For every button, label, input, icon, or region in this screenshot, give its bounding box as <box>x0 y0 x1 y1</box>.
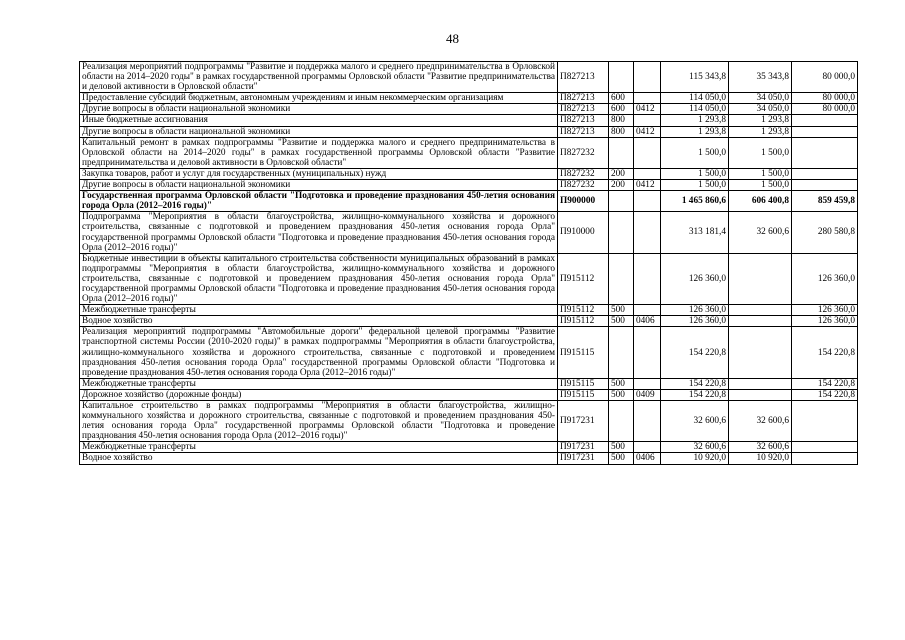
row-expense-type: 200 <box>609 180 634 191</box>
row-section <box>634 62 661 93</box>
row-expense-type: 500 <box>609 453 634 464</box>
row-amount-2: 859 459,8 <box>792 191 858 212</box>
row-amount-2: 126 360,0 <box>792 253 858 304</box>
row-amount-2: 154 220,8 <box>792 378 858 389</box>
row-amount-1 <box>729 305 792 316</box>
row-amount-1 <box>729 378 792 389</box>
table-row <box>80 378 858 389</box>
row-section: 0412 <box>634 104 661 115</box>
row-amount-2 <box>792 115 858 126</box>
row-amount-2 <box>792 137 858 168</box>
table-row <box>80 316 858 327</box>
row-amount-2 <box>792 180 858 191</box>
row-code: П915112 <box>558 253 609 304</box>
row-expense-type <box>609 62 634 93</box>
row-expense-type <box>609 253 634 304</box>
row-section: 0406 <box>634 453 661 464</box>
row-section <box>634 212 661 253</box>
row-amount-2: 80 000,0 <box>792 93 858 104</box>
row-amount-2 <box>792 442 858 453</box>
row-amount-1: 1 500,0 <box>729 168 792 179</box>
row-amount-1: 34 050,0 <box>729 104 792 115</box>
table-row <box>80 442 858 453</box>
row-section: 0412 <box>634 180 661 191</box>
row-total: 32 600,6 <box>661 442 729 453</box>
page-number: 48 <box>446 31 459 46</box>
row-section <box>634 115 661 126</box>
row-name: Межбюджетные трансферты <box>80 378 558 389</box>
row-section <box>634 191 661 212</box>
row-name: Межбюджетные трансферты <box>80 442 558 453</box>
row-amount-1 <box>729 389 792 400</box>
row-code: П917231 <box>558 401 609 442</box>
row-total: 154 220,8 <box>661 327 729 378</box>
row-section <box>634 137 661 168</box>
row-amount-2 <box>792 453 858 464</box>
table-row <box>80 327 858 378</box>
row-section <box>634 93 661 104</box>
table-row <box>80 453 858 464</box>
row-expense-type <box>609 401 634 442</box>
row-amount-2: 154 220,8 <box>792 327 858 378</box>
row-name: Закупка товаров, работ и услуг для государственных (муниципальных) нужд <box>80 168 558 179</box>
row-amount-1: 32 600,6 <box>729 212 792 253</box>
row-name: Другие вопросы в области национальной экономики <box>80 180 558 191</box>
table-row <box>80 115 858 126</box>
row-amount-1: 32 600,6 <box>729 442 792 453</box>
row-amount-1 <box>729 253 792 304</box>
table-row <box>80 180 858 191</box>
table-row <box>80 212 858 253</box>
row-total: 126 360,0 <box>661 316 729 327</box>
row-code: П827213 <box>558 115 609 126</box>
row-name: Другие вопросы в области национальной экономики <box>80 126 558 137</box>
row-expense-type: 200 <box>609 168 634 179</box>
row-total: 313 181,4 <box>661 212 729 253</box>
row-expense-type: 800 <box>609 115 634 126</box>
row-amount-2: 154 220,8 <box>792 389 858 400</box>
row-amount-1: 606 400,8 <box>729 191 792 212</box>
row-section <box>634 327 661 378</box>
row-code: П915115 <box>558 327 609 378</box>
row-section <box>634 305 661 316</box>
table-row <box>80 104 858 115</box>
row-expense-type <box>609 327 634 378</box>
row-total: 1 500,0 <box>661 180 729 191</box>
row-name: Бюджетные инвестиции в объекты капитального строительства собственности муниципальных образований в рамках подпрограммы "Мероприятия в области благоустройства, жилищно-коммунального хозяйства и дорожного строительства, связанные с подготовкой и проведением празднования 450-летия основания города Орла" государственной программы Орловской области "Подготовка и проведение празднования 450-летия основания города Орла (2012–2016 годы)" <box>80 253 558 304</box>
row-amount-1: 34 050,0 <box>729 93 792 104</box>
table-row <box>80 253 858 304</box>
row-name: Другие вопросы в области национальной экономики <box>80 104 558 115</box>
row-expense-type: 800 <box>609 126 634 137</box>
row-name: Подпрограмма "Мероприятия в области благоустройства, жилищно-коммунального хозяйства и дорожного строительства, связанные с подготовкой и проведением празднования 450-летия основания города Орла" государственной программы Орловской области "Подготовка и проведение празднования 450-летия основания города Орла (2012–2016 годы)" <box>80 212 558 253</box>
row-total: 1 465 860,6 <box>661 191 729 212</box>
table-row <box>80 62 858 93</box>
row-total: 10 920,0 <box>661 453 729 464</box>
row-name: Капитальное строительство в рамках подпрограммы "Мероприятия в области благоустройства, жилищно-коммунального хозяйства и дорожного строительства, связанные с подготовкой и проведением празднования 450-летия основания города Орла" государственной программы Орловской области "Подготовка и проведение празднования 450-летия основания города Орла (2012–2016 годы)" <box>80 401 558 442</box>
row-name: Межбюджетные трансферты <box>80 305 558 316</box>
row-total: 114 050,0 <box>661 104 729 115</box>
row-code: П900000 <box>558 191 609 212</box>
row-total: 1 293,8 <box>661 126 729 137</box>
row-amount-1: 10 920,0 <box>729 453 792 464</box>
row-expense-type: 500 <box>609 378 634 389</box>
row-code: П910000 <box>558 212 609 253</box>
row-amount-1: 35 343,8 <box>729 62 792 93</box>
row-section <box>634 401 661 442</box>
row-expense-type: 500 <box>609 389 634 400</box>
row-section <box>634 378 661 389</box>
row-total: 114 050,0 <box>661 93 729 104</box>
row-total: 126 360,0 <box>661 305 729 316</box>
row-name: Иные бюджетные ассигнования <box>80 115 558 126</box>
row-expense-type: 500 <box>609 305 634 316</box>
row-expense-type: 600 <box>609 104 634 115</box>
budget-table <box>79 61 858 465</box>
row-section: 0409 <box>634 389 661 400</box>
row-code: П917231 <box>558 453 609 464</box>
row-expense-type <box>609 191 634 212</box>
row-amount-1: 32 600,6 <box>729 401 792 442</box>
table-row <box>80 401 858 442</box>
row-name: Дорожное хозяйство (дорожные фонды) <box>80 389 558 400</box>
row-name: Предоставление субсидий бюджетным, автономным учреждениям и иным некоммерческим организациям <box>80 93 558 104</box>
row-code: П915115 <box>558 378 609 389</box>
row-amount-2 <box>792 126 858 137</box>
row-amount-1 <box>729 327 792 378</box>
row-name: Капитальный ремонт в рамках подпрограммы "Развитие и поддержка малого и среднего предпринимательства в Орловской области на 2014–2020 годы" в рамках государственной программы Орловской области "Развитие предпринимательства и деловой активности в Орловской области" <box>80 137 558 168</box>
row-code: П827232 <box>558 180 609 191</box>
row-code: П827213 <box>558 104 609 115</box>
row-amount-2 <box>792 401 858 442</box>
row-amount-2: 80 000,0 <box>792 62 858 93</box>
table-row <box>80 137 858 168</box>
row-total: 1 500,0 <box>661 168 729 179</box>
table-row <box>80 168 858 179</box>
row-code: П827232 <box>558 168 609 179</box>
row-code: П827213 <box>558 62 609 93</box>
row-expense-type: 500 <box>609 442 634 453</box>
row-total: 154 220,8 <box>661 389 729 400</box>
row-amount-1: 1 500,0 <box>729 137 792 168</box>
row-code: П915112 <box>558 305 609 316</box>
row-expense-type: 500 <box>609 316 634 327</box>
row-total: 126 360,0 <box>661 253 729 304</box>
row-amount-2: 126 360,0 <box>792 316 858 327</box>
row-name: Реализация мероприятий подпрограммы "Развитие и поддержка малого и среднего предпринимательства в Орловской области на 2014–2020 годы" в рамках государственной программы Орловской области "Развитие предпринимательства и деловой активности в Орловской области" <box>80 62 558 93</box>
row-expense-type <box>609 212 634 253</box>
row-amount-1 <box>729 316 792 327</box>
table-row <box>80 389 858 400</box>
row-section: 0412 <box>634 126 661 137</box>
row-expense-type: 600 <box>609 93 634 104</box>
row-section <box>634 442 661 453</box>
row-section <box>634 253 661 304</box>
row-name: Реализация мероприятий подпрограммы "Автомобильные дороги" федеральной целевой программы "Развитие транспортной системы России (2010-2020 годы)" в рамках подпрограммы "Мероприятия в области благоустройства, жилищно-коммунального хозяйства и дорожного строительства, связанные с подготовкой и проведением празднования 450-летия основания города Орла" государственной программы Орловской области "Подготовка и проведение празднования 450-летия основания города Орла (2012–2016 годы)" <box>80 327 558 378</box>
table-row <box>80 126 858 137</box>
row-total: 1 293,8 <box>661 115 729 126</box>
row-code: П827213 <box>558 93 609 104</box>
row-amount-2: 280 580,8 <box>792 212 858 253</box>
row-code: П915112 <box>558 316 609 327</box>
row-amount-2: 126 360,0 <box>792 305 858 316</box>
row-amount-1: 1 293,8 <box>729 115 792 126</box>
row-amount-2 <box>792 168 858 179</box>
row-total: 1 500,0 <box>661 137 729 168</box>
table-body <box>80 62 858 465</box>
table-row <box>80 191 858 212</box>
row-section <box>634 168 661 179</box>
row-amount-1: 1 500,0 <box>729 180 792 191</box>
row-total: 115 343,8 <box>661 62 729 93</box>
row-total: 154 220,8 <box>661 378 729 389</box>
row-name: Водное хозяйство <box>80 453 558 464</box>
row-code: П917231 <box>558 442 609 453</box>
row-code: П915115 <box>558 389 609 400</box>
row-amount-1: 1 293,8 <box>729 126 792 137</box>
row-code: П827232 <box>558 137 609 168</box>
row-expense-type <box>609 137 634 168</box>
row-name: Водное хозяйство <box>80 316 558 327</box>
row-code: П827213 <box>558 126 609 137</box>
table-row <box>80 93 858 104</box>
table-row <box>80 305 858 316</box>
row-section: 0406 <box>634 316 661 327</box>
row-amount-2: 80 000,0 <box>792 104 858 115</box>
row-total: 32 600,6 <box>661 401 729 442</box>
row-name: Государственная программа Орловской области "Подготовка и проведение празднования 450-летия основания города Орла (2012–2016 годы)" <box>80 191 558 212</box>
